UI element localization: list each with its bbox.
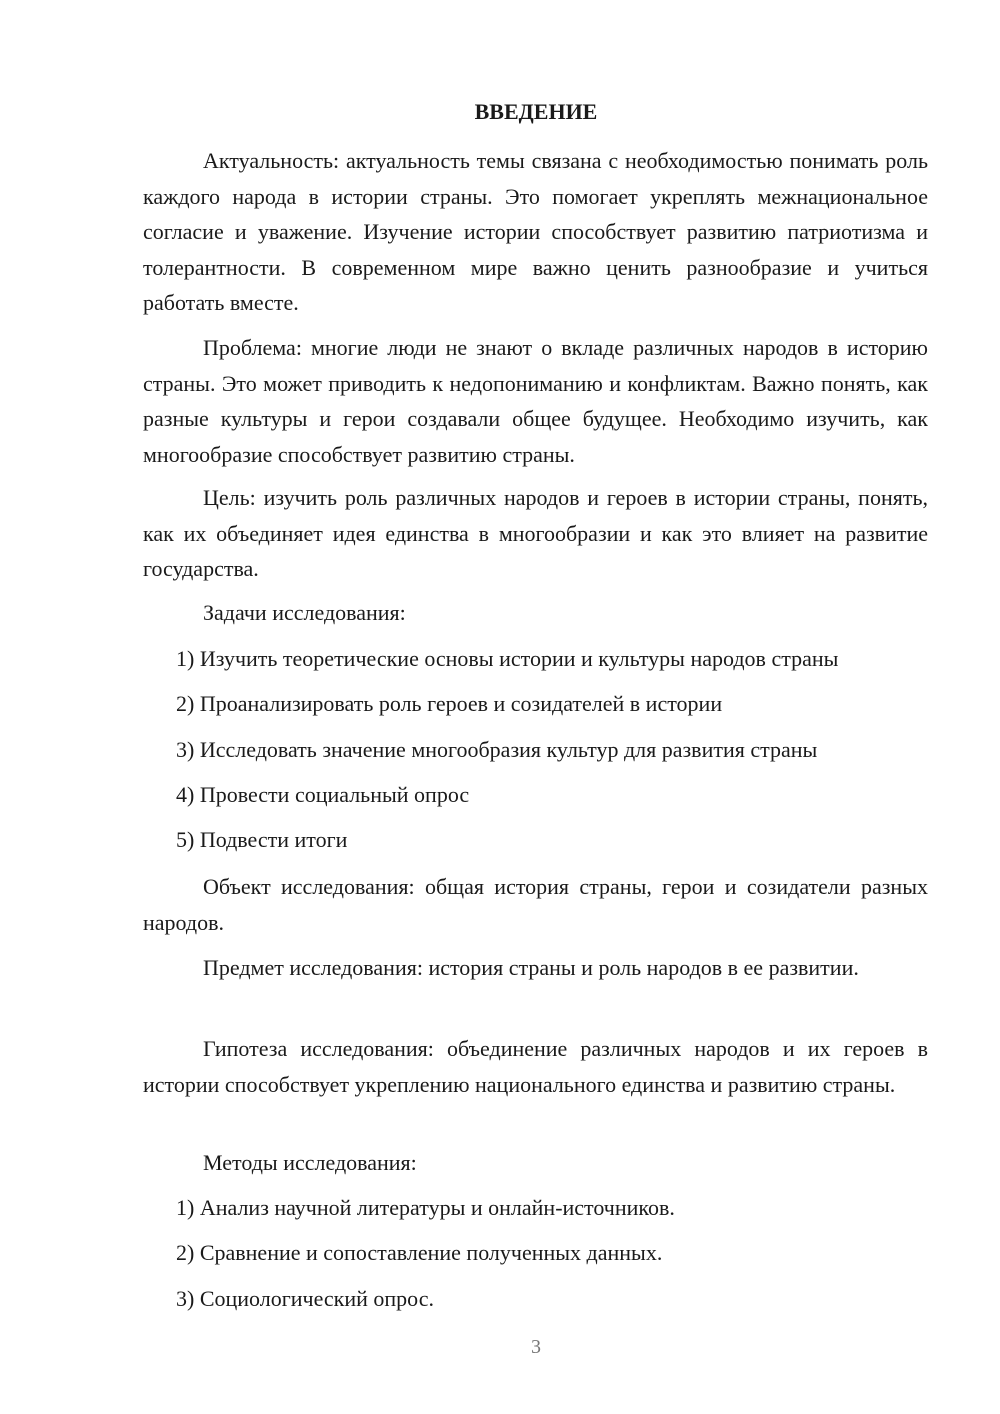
hypothesis-paragraph: Гипотеза исследования: объединение различных народов и их героев в истории способствует укреплению национального единства и развитию страны. <box>143 1036 928 1097</box>
goal-paragraph: Цель: изучить роль различных народов и героев в истории страны, понять, как их объединяет идея единства в многообразии и как это влияет на развитие государства. <box>143 485 928 581</box>
method-item: 2) Сравнение и сопоставление полученных данных. <box>176 1240 663 1265</box>
method-item: 1) Анализ научной литературы и онлайн-источников. <box>176 1195 675 1220</box>
task-item: 5) Подвести итоги <box>176 827 348 852</box>
task-item: 1) Изучить теоретические основы истории и культуры народов страны <box>176 646 839 671</box>
relevance-paragraph: Актуальность: актуальность темы связана с необходимостью понимать роль каждого народа в истории страны. Это помогает укреплять межнациональное согласие и уважение. Изучение истории способствует развитию патриотизма и толерантности. В современном мире важно ценить разнообразие и учиться работать вместе. <box>143 148 928 315</box>
task-item: 4) Провести социальный опрос <box>176 782 470 807</box>
methods-heading: Методы исследования: <box>203 1150 417 1175</box>
method-item: 3) Социологический опрос. <box>176 1286 434 1311</box>
object-paragraph: Объект исследования: общая история страны, герои и созидатели разных народов. <box>143 874 928 935</box>
problem-paragraph: Проблема: многие люди не знают о вкладе различных народов в историю страны. Это может приводить к недопониманию и конфликтам. Важно понять, как разные культуры и герои создавали общее будущее. Необходимо изучить, как многообразие способствует развитию страны. <box>143 335 928 467</box>
task-item: 3) Исследовать значение многообразия культур для развития страны <box>176 737 818 762</box>
section-title: ВВЕДЕНИЕ <box>474 99 598 124</box>
subject-paragraph: Предмет исследования: история страны и роль народов в ее развитии. <box>203 955 859 980</box>
page-number: 3 <box>531 1336 541 1358</box>
task-item: 2) Проанализировать роль героев и созидателей в истории <box>176 691 723 716</box>
tasks-heading: Задачи исследования: <box>203 600 406 625</box>
